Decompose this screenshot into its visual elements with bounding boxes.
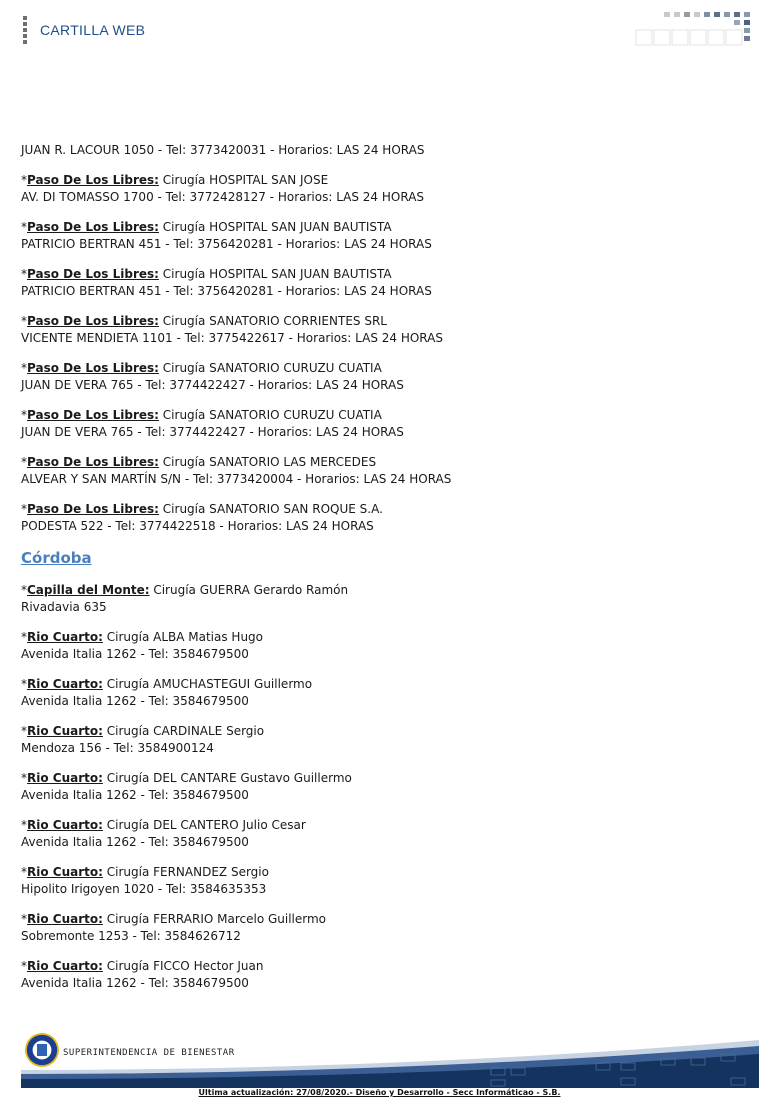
entry-description: Cirugía HOSPITAL SAN JUAN BAUTISTA: [158, 267, 392, 281]
entry-address: Avenida Italia 1262 - Tel: 3584679500: [21, 788, 249, 802]
list-item: [21, 770, 741, 804]
list-item: [21, 958, 741, 992]
list-item: [21, 723, 741, 757]
entry-description: Cirugía CARDINALE Sergio: [102, 724, 265, 738]
list-item: [21, 266, 741, 300]
location-link[interactable]: Capilla del Monte:: [27, 583, 150, 597]
asterisk: *: [21, 912, 27, 926]
location-link[interactable]: Paso De Los Libres:: [27, 361, 159, 375]
entry-description: Cirugía HOSPITAL SAN JOSE: [158, 173, 329, 187]
list-item: [21, 864, 741, 898]
list-item: [21, 911, 741, 945]
entry-address: Rivadavia 635: [21, 600, 107, 614]
entry-address: Avenida Italia 1262 - Tel: 3584679500: [21, 835, 249, 849]
location-link[interactable]: Paso De Los Libres:: [27, 220, 159, 234]
location-link[interactable]: Rio Cuarto:: [27, 677, 103, 691]
grid-squares-decoration: [634, 12, 759, 48]
region-heading[interactable]: Córdoba: [21, 549, 92, 567]
location-link[interactable]: Rio Cuarto:: [27, 818, 103, 832]
entry-description: Cirugía GUERRA Gerardo Ramón: [149, 583, 349, 597]
entry-address: Mendoza 156 - Tel: 3584900124: [21, 741, 214, 755]
asterisk: *: [21, 630, 27, 644]
asterisk: *: [21, 865, 27, 879]
list-item: [21, 676, 741, 710]
organization-name: SUPERINTENDENCIA DE BIENESTAR: [63, 1048, 235, 1058]
entry-description: Cirugía DEL CANTARE Gustavo Guillermo: [102, 771, 352, 785]
asterisk: *: [21, 455, 27, 469]
page-title: CARTILLA WEB: [40, 22, 146, 38]
entry-description: Cirugía FERNANDEZ Sergio: [102, 865, 269, 879]
entry-description: Cirugía FICCO Hector Juan: [102, 959, 264, 973]
footer-band: [21, 1030, 759, 1088]
list-item: [21, 454, 741, 488]
location-link[interactable]: Rio Cuarto:: [27, 865, 103, 879]
entry-address: ALVEAR Y SAN MARTÍN S/N - Tel: 3773420004 - Horarios: LAS 24 HORAS: [21, 472, 452, 486]
entry-address: PODESTA 522 - Tel: 3774422518 - Horarios: LAS 24 HORAS: [21, 519, 374, 533]
entry-description: Cirugía SANATORIO CURUZU CUATIA: [158, 361, 382, 375]
location-link[interactable]: Paso De Los Libres:: [27, 502, 159, 516]
entry-description: Cirugía SANATORIO LAS MERCEDES: [158, 455, 377, 469]
list-item: [21, 629, 741, 663]
entry-description: Cirugía FERRARIO Marcelo Guillermo: [102, 912, 327, 926]
cordoba-entries: [21, 582, 741, 992]
entry-address: PATRICIO BERTRAN 451 - Tel: 3756420281 - Horarios: LAS 24 HORAS: [21, 237, 432, 251]
list-item: [21, 582, 741, 616]
list-item: [21, 360, 741, 394]
entry-description: Cirugía ALBA Matias Hugo: [102, 630, 264, 644]
entry-address: Avenida Italia 1262 - Tel: 3584679500: [21, 694, 249, 708]
entry-address: JUAN R. LACOUR 1050 - Tel: 3773420031 - Horarios: LAS 24 HORAS: [21, 143, 425, 157]
list-item: [21, 219, 741, 253]
location-link[interactable]: Paso De Los Libres:: [27, 455, 159, 469]
asterisk: *: [21, 220, 27, 234]
list-item: [21, 817, 741, 851]
asterisk: *: [21, 677, 27, 691]
list-item: [21, 501, 741, 535]
list-item: [21, 142, 741, 159]
header-bars-icon: [23, 16, 27, 46]
entry-address: PATRICIO BERTRAN 451 - Tel: 3756420281 - Horarios: LAS 24 HORAS: [21, 284, 432, 298]
asterisk: *: [21, 771, 27, 785]
location-link[interactable]: Rio Cuarto:: [27, 959, 103, 973]
asterisk: *: [21, 818, 27, 832]
asterisk: *: [21, 724, 27, 738]
list-item: [21, 407, 741, 441]
entry-address: JUAN DE VERA 765 - Tel: 3774422427 - Horarios: LAS 24 HORAS: [21, 378, 404, 392]
entry-address: AV. DI TOMASSO 1700 - Tel: 3772428127 - Horarios: LAS 24 HORAS: [21, 190, 425, 204]
asterisk: *: [21, 502, 27, 516]
asterisk: *: [21, 361, 27, 375]
entry-address: VICENTE MENDIETA 1101 - Tel: 3775422617 - Horarios: LAS 24 HORAS: [21, 331, 443, 345]
location-link[interactable]: Paso De Los Libres:: [27, 173, 159, 187]
entry-address: Avenida Italia 1262 - Tel: 3584679500: [21, 647, 249, 661]
asterisk: *: [21, 314, 27, 328]
entry-address: Hipolito Irigoyen 1020 - Tel: 3584635353: [21, 882, 267, 896]
location-link[interactable]: Rio Cuarto:: [27, 724, 103, 738]
asterisk: *: [21, 173, 27, 187]
provider-list: [21, 142, 741, 1005]
corrientes-entries: [21, 172, 741, 535]
location-link[interactable]: Rio Cuarto:: [27, 630, 103, 644]
superintendencia-seal-logo: [25, 1033, 59, 1067]
location-link[interactable]: Paso De Los Libres:: [27, 314, 159, 328]
entry-address: JUAN DE VERA 765 - Tel: 3774422427 - Horarios: LAS 24 HORAS: [21, 425, 404, 439]
asterisk: *: [21, 583, 27, 597]
asterisk: *: [21, 267, 27, 281]
entry-description: Cirugía SANATORIO CORRIENTES SRL: [158, 314, 387, 328]
entry-address: Sobremonte 1253 - Tel: 3584626712: [21, 929, 241, 943]
list-item: [21, 172, 741, 206]
location-link[interactable]: Rio Cuarto:: [27, 912, 103, 926]
location-link[interactable]: Paso De Los Libres:: [27, 408, 159, 422]
entry-description: Cirugía AMUCHASTEGUI Guillermo: [102, 677, 313, 691]
last-update-text: Ultima actualización: 27/08/2020.- Diseño y Desarrollo - Secc Informáticao - S.B.: [198, 1088, 561, 1097]
location-link[interactable]: Paso De Los Libres:: [27, 267, 159, 281]
location-link[interactable]: Rio Cuarto:: [27, 771, 103, 785]
asterisk: *: [21, 408, 27, 422]
entry-description: Cirugía HOSPITAL SAN JUAN BAUTISTA: [158, 220, 392, 234]
list-item: [21, 313, 741, 347]
entry-description: Cirugía SANATORIO SAN ROQUE S.A.: [158, 502, 383, 516]
entry-address: Avenida Italia 1262 - Tel: 3584679500: [21, 976, 249, 990]
entry-description: Cirugía DEL CANTERO Julio Cesar: [102, 818, 306, 832]
entry-description: Cirugía SANATORIO CURUZU CUATIA: [158, 408, 382, 422]
asterisk: *: [21, 959, 27, 973]
